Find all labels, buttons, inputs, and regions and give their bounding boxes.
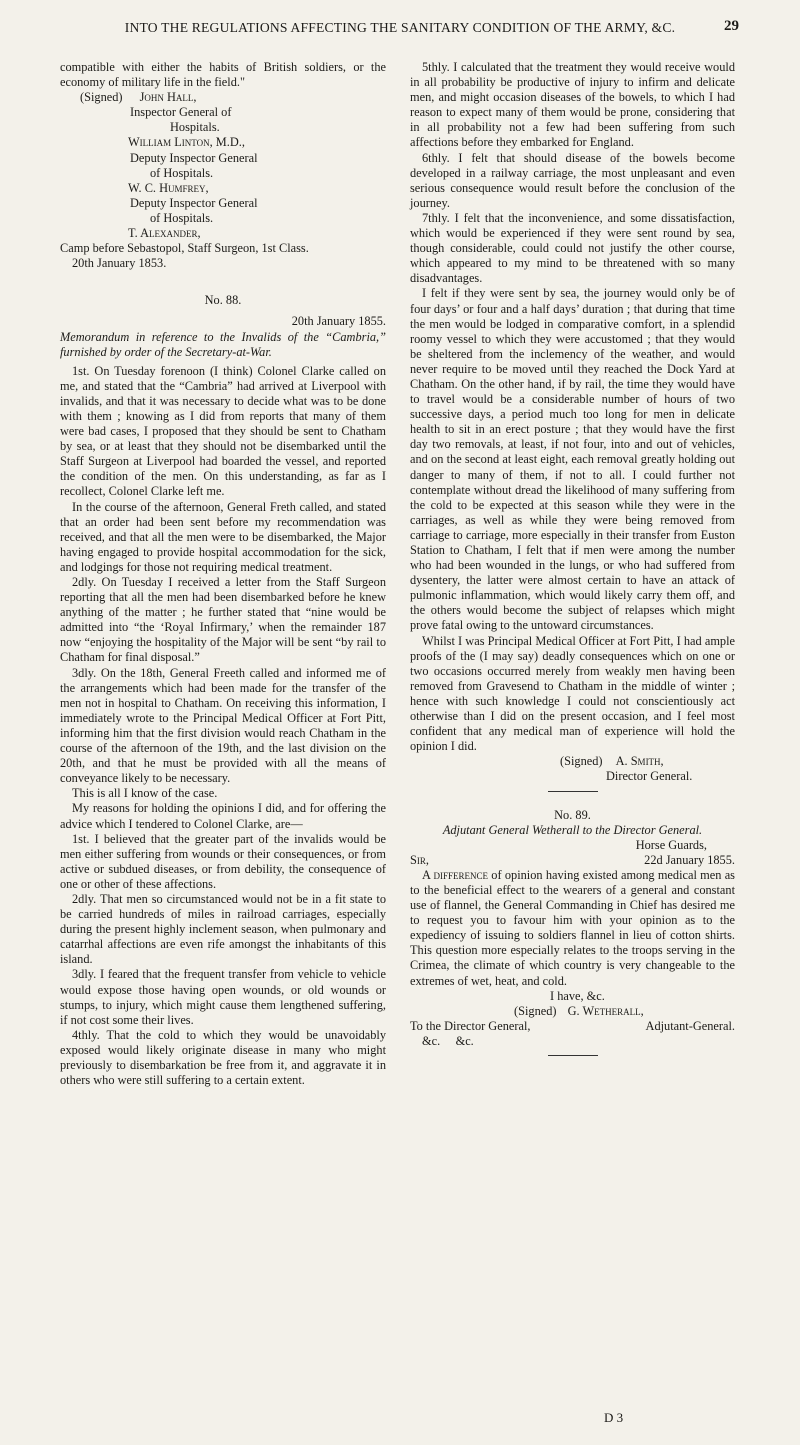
signed-label: (Signed) (80, 90, 123, 105)
document-date: 20th January 1855. (291, 314, 386, 329)
document-number: No. 88. (204, 293, 242, 308)
letter-title: Adjutant General Wetherall to the Director General. (442, 822, 703, 837)
paragraph: 3dly. I feared that the frequent transfer from vehicle to vehicle would expose those having open wounds, or old wounds or stumps, to injury, which might cause them lengthened suffering, if not cost some their lives. (60, 967, 386, 1027)
signatory-name: W. C. Humfrey, (128, 180, 209, 195)
signatory-name: John Hall, (139, 90, 197, 105)
divider (548, 791, 598, 792)
signature-block-2 (410, 754, 735, 784)
paragraph-lead: A difference (422, 867, 489, 882)
signatory-name: G. Wetherall, (567, 1003, 644, 1018)
paragraph: 5thly. I calculated that the treatment they would receive would in all probability be productive of injury to infirm and delicate men, and might occasion diseases of the bowels, to which I had reason to expect many of them would be prone, considering that in all probability not a few had been suffering from such affections before they embarked for England. (410, 60, 735, 150)
paragraph: I felt if they were sent by sea, the journey would only be of four days’ or four and a half days’ duration ; that during that time the men would be lodged in comparative comfort, in a splendid roomy vessel to which they were accustomed ; that they would be sheltered from the inclemency of the weather, and would never require to be moved until they reached the Dock Yard at Chatham. On the other hand, if by rail, the time they would have to travel would be a considerable number of hours of two successive days, a period much too long for men in delicate health to sit in an erect posture ; that they would have the first day two removals, at least, if not four, into and out of vehicles, and on the second at least eight, each removal greatly holding out danger to many of them, if not to all. I could further not contemplate without dread the likelihood of many suffering from the cold to be expected at this season while they were in the carriages, as well as while they were being removed from carriage to carriage, more especially in their transfer from Euston Station to Chatham, I felt that if men were among the number who had been wounded in the lungs, or who had suffered from dysentery, the latter were almost certain to have an attack of pulmonic inflammation, which would likely carry them off, and the others would become the subject of relapses which might prove fatal owing to the untoward circumstances. (410, 286, 735, 633)
signatory-name: William Linton, M.D., (128, 135, 245, 150)
paragraph: 4thly. That the cold to which they would be unavoidably exposed would likely originate disease in many who might previously to disembarkation be free from it, and aggravate it in others who were still suffering to a certain extent. (60, 1027, 386, 1088)
paragraph: My reasons for holding the opinions I did, and for offering the advice which I tendered to Colonel Clarke, are— (60, 801, 386, 831)
paragraph: 6thly. I felt that should disease of the bowels become developed in a railway carriage, the most unpleasant and even serious consequence would result before the conclusion of the journey. (410, 150, 735, 210)
signatory-title: Adjutant-General. (645, 1018, 735, 1033)
signatory-title: of Hospitals. (150, 165, 214, 180)
memo-title: Memorandum in reference to the Invalids of the “Cambria,” furnished by order of the Secretary-at-War. (60, 329, 386, 359)
letter-date: 22d January 1855. (644, 852, 735, 867)
signatory-title: Deputy Inspector General (130, 195, 258, 210)
signatory-title: Staff Surgeon, 1st Class. (187, 241, 309, 256)
signed-label: (Signed) (514, 1003, 557, 1018)
paragraph: of opinion having existed among medical men as to the beneficial effect to the wearers of a general and constant use of flannel, the General Commanding in Chief has desired me to request you to favour him with your opinion as to the expediency of issuing to soldiers flannel in lieu of cotton shirts. This question more especially relates to the troops serving in the Crimea, the climate of which country is very changeable to the extremes of wet, heat, and cold. (410, 867, 735, 988)
signatory-title: of Hospitals. (150, 210, 214, 225)
salutation: Sir, (410, 852, 429, 867)
letter-place: Horse Guards, (635, 837, 707, 852)
paragraph: 2dly. On Tuesday I received a letter from the Staff Surgeon reporting that all the men had been disembarked before he knew anything of the matter ; he further stated that “nine would be admitted into “the ‘Royal Infirmary,’ when the remainder 187 now “enjoying the hospitality of the Major will be sent “by rail to Chatham for final disposal.” (60, 575, 386, 665)
paragraph: 2dly. That men so circumstanced would not be in a fit state to be carried hundreds of miles in railroad carriages, especially during the present highly inclement season, when pulmonary and catarrhal affections are even rife amongst the inhabitants of this island. (60, 891, 386, 967)
intro-text: compatible with either the habits of British soldiers, or the economy of military life in the field." (60, 60, 386, 90)
paragraph: 1st. On Tuesday forenoon (I think) Colonel Clarke called on me, and stated that the “Cambria” had arrived at Liverpool with invalids, and that it was necessary to decide what was to be done with them ; knowing as I did from reports that many of them were bad cases, I proposed that they should be sent to Chatham by sea, or at least that they should not be disembarked until the Staff Surgeon at Liverpool had boarded the vessel, and reported the condition of the men. On this understanding, as far as I recollect, Colonel Clarke left me. (60, 363, 386, 499)
signature-block-1 (60, 90, 386, 271)
paragraph: Whilst I was Principal Medical Officer at Fort Pitt, I had ample proofs of the (I may say) deadly consequences which on one or two occasions occurred merely from weakly men having been removed from Gravesend to Chatham in the middle of winter ; hence with such knowledge I could not conscientiously act otherwise than I did on the present occasion, and I feel most confident that any medical man of experience will hold the opinion I did. (410, 633, 735, 754)
signatory-title: Deputy Inspector General (130, 150, 258, 165)
left-column (60, 60, 386, 1088)
running-head (0, 18, 800, 46)
signature-mark: D 3 (604, 1410, 624, 1425)
right-column (410, 60, 735, 1062)
signature-place: Camp before Sebastopol, (60, 241, 185, 256)
divider (548, 1055, 598, 1056)
signatory-title: Inspector General of (130, 105, 232, 120)
etc-line: &c. &c. (422, 1033, 474, 1048)
paragraph: In the course of the afternoon, General Freth called, and stated that an order had been sent before my recommendation was received, and that all the men were to be disembarked, the Major having engaged to provide hospital accommodation for the sick, and lodgings for those not requiring medical treatment. (60, 499, 386, 574)
running-title: INTO THE REGULATIONS AFFECTING THE SANITARY CONDITION OF THE ARMY, &C. (124, 20, 676, 35)
signatory-title: Director General. (606, 769, 693, 784)
signatory-name: A. Smith, (615, 754, 664, 769)
addressee: To the Director General, (410, 1018, 531, 1033)
page-number: 29 (724, 18, 739, 34)
closing: I have, &c. (550, 988, 605, 1003)
paragraph: This is all I know of the case. (72, 786, 218, 801)
signatory-title: Hospitals. (170, 120, 220, 135)
paragraph: 3dly. On the 18th, General Freeth called and informed me of the arrangements which had been made for the transfer of the men not in hospital to Chatham. On receiving this information, I immediately wrote to the Principal Medical Officer at Fort Pitt, informing him that the first division would reach Chatham in the course of the afternoon of the 19th, and the last division on the 20th, and that he must be provided with all the means of conveyance likely to be necessary. (60, 665, 386, 786)
signed-label: (Signed) (560, 754, 603, 769)
paragraph: 7thly. I felt that the inconvenience, and some dissatisfaction, which would be experienced if they were sent round by sea, though considerable, could could not justify the other course, which appeared to my mind to be threatened with so many disadvantages. (410, 210, 735, 286)
signature-date: 20th January 1853. (72, 256, 167, 271)
document-number: No. 89. (554, 807, 591, 822)
paragraph: 1st. I believed that the greater part of the invalids would be men either suffering from wounds or their consequences, or from active or subdued diseases, or from debility, the consequence of one or other of these affections. (60, 831, 386, 891)
signatory-name: T. Alexander, (128, 226, 201, 241)
